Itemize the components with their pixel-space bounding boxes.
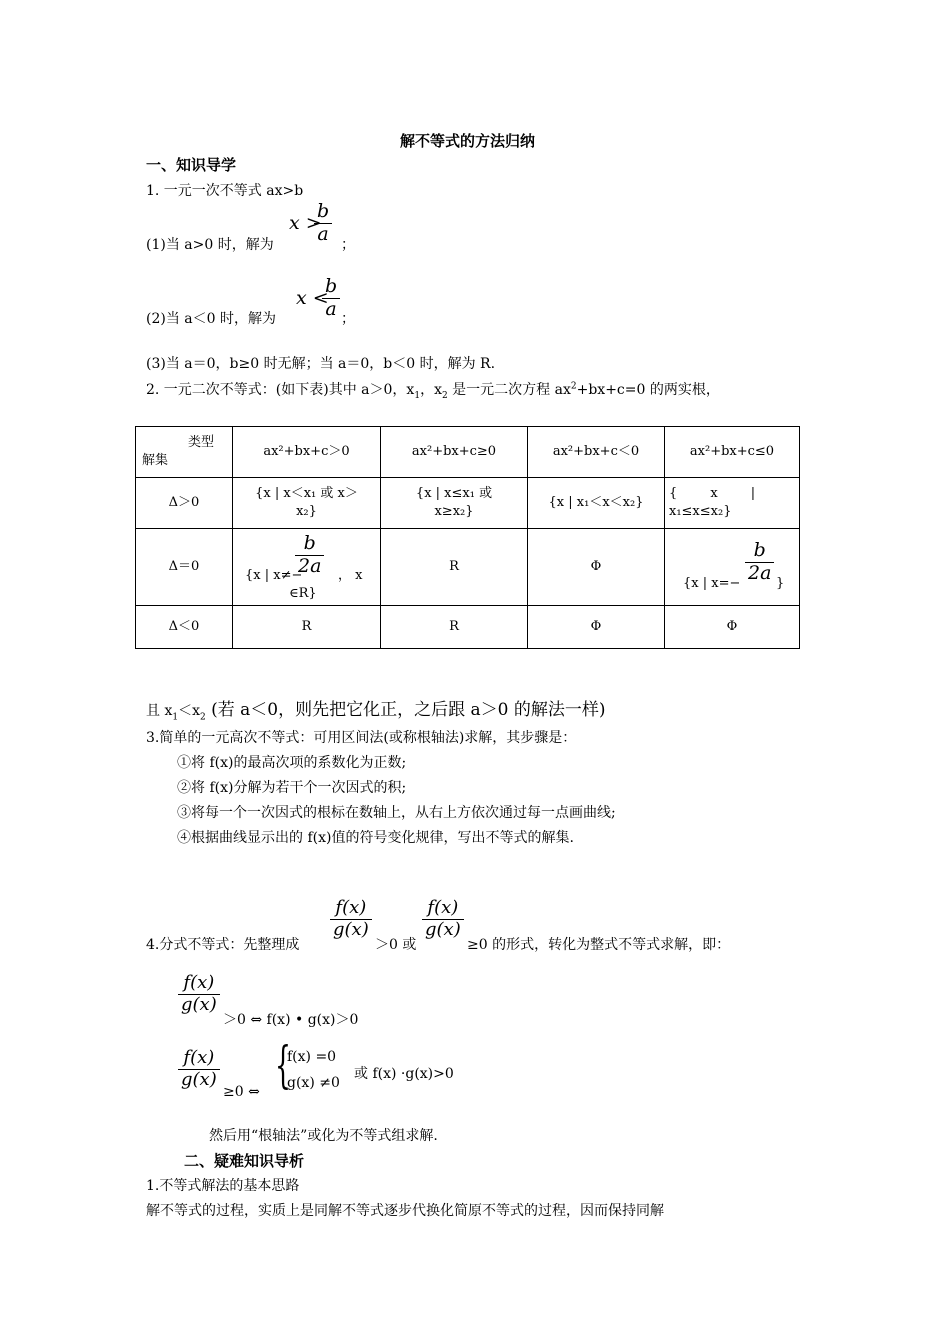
item2-sup: 2 bbox=[570, 381, 577, 392]
corner-top: 类型 bbox=[187, 435, 214, 451]
note-sub1: 1 bbox=[172, 712, 179, 723]
item2-label-pre: 2. 一元二次不等式：(如下表)其中 a＞0，x bbox=[146, 382, 415, 398]
cell-pos-lt: {x | x₁＜x＜x₂} bbox=[528, 478, 665, 529]
section-heading-2: 二、疑难知识导析 bbox=[184, 1152, 305, 1170]
eq2-relation: ≥0 ⇔ bbox=[223, 1084, 260, 1100]
cell-pos-le-line2: x₁≤x≤x₂} bbox=[669, 504, 732, 519]
item3-step-3: ③将每一个一次因式的根标在数轴上，从右上方依次通过每一点画曲线; bbox=[177, 805, 616, 821]
case1-end: ； bbox=[341, 237, 355, 253]
item1-label: 1. 一元一次不等式 ax>b bbox=[146, 183, 304, 199]
item4-frac1-den: g(x) bbox=[330, 919, 372, 941]
section2-text: 解不等式的过程，实质上是同解不等式逐步代换化简原不等式的过程，因而保持同解 bbox=[146, 1203, 664, 1219]
cell-zero-ge: R bbox=[381, 529, 528, 606]
item4-ge0-post: ≥0 的形式，转化为整式不等式求解，即： bbox=[467, 937, 731, 953]
header-ge: ax²+bx+c≥0 bbox=[381, 427, 528, 478]
case2-numerator: b bbox=[325, 275, 338, 297]
cell-pos-gt-line2: x₂} bbox=[296, 504, 317, 519]
item4-frac2-den: g(x) bbox=[422, 919, 464, 941]
page-title: 解不等式的方法归纳 bbox=[400, 132, 536, 150]
row-label-zero: Δ＝0 bbox=[136, 529, 233, 606]
section2-sub1: 1.不等式解法的基本思路 bbox=[146, 1178, 300, 1194]
case2-end: ； bbox=[341, 311, 355, 327]
note-post: (若 a＜0，则先把它化正，之后跟 a＞0 的解法一样) bbox=[205, 700, 606, 720]
item3-step-2: ②将 f(x)分解为若干个一次因式的积; bbox=[177, 780, 407, 796]
item2-mid2: 是一元二次方程 ax bbox=[447, 382, 571, 398]
item4-after: 然后用“根轴法”或化为不等式组求解. bbox=[209, 1128, 438, 1144]
table-note bbox=[146, 695, 606, 722]
cell-zero-le-pre: {x | x=− bbox=[683, 576, 741, 591]
item4-fraction-2 bbox=[422, 898, 464, 940]
cell-zero-le bbox=[665, 529, 800, 606]
cell-pos-gt-line1: {x | x＜x₁ 或 x＞ bbox=[255, 486, 358, 502]
section-heading-1: 一、知识导学 bbox=[146, 156, 237, 174]
item2-label bbox=[146, 379, 720, 401]
case2-fraction bbox=[322, 276, 340, 321]
case3-text: (3)当 a＝0，b≥0 时无解；当 a＝0，b＜0 时，解为 R. bbox=[146, 356, 496, 372]
eq1-fraction bbox=[178, 973, 220, 1015]
eq1-post: ＞0 ⇔ f(x) • g(x)＞0 bbox=[223, 1012, 359, 1028]
solution-table bbox=[135, 426, 800, 649]
cell-zero-le-den: 2a bbox=[745, 562, 774, 585]
cell-zero-le-post: } bbox=[776, 576, 785, 591]
cell-zero-gt-end: ∈R} bbox=[289, 586, 317, 601]
item4-fraction-1 bbox=[330, 898, 372, 940]
case2-denominator: a bbox=[322, 298, 339, 321]
case2-text: (2)当 a＜0 时，解为 bbox=[146, 311, 276, 327]
cell-neg-gt: R bbox=[233, 606, 381, 649]
item2-mid1: ，x bbox=[420, 382, 442, 398]
system-line-1: f(x) =0 bbox=[287, 1049, 337, 1065]
cell-pos-le bbox=[665, 478, 800, 529]
item3-step-4: ④根据曲线显示出的 f(x)值的符号变化规律，写出不等式的解集. bbox=[177, 830, 574, 846]
case1-numerator: b bbox=[317, 200, 330, 222]
eq2-den: g(x) bbox=[178, 1069, 220, 1091]
case1-denominator: a bbox=[314, 223, 331, 246]
item4-frac1-num: f(x) bbox=[335, 897, 367, 918]
header-lt: ax²+bx+c＜0 bbox=[528, 427, 665, 478]
cell-zero-lt: Φ bbox=[528, 529, 665, 606]
row-label-negative: Δ＜0 bbox=[136, 606, 233, 649]
cell-zero-gt-post: ， x bbox=[338, 568, 363, 583]
case1-relation: x > bbox=[289, 212, 322, 234]
note-mid: ＜x bbox=[178, 703, 200, 719]
cell-zero-le-fraction bbox=[745, 540, 774, 585]
header-gt: ax²+bx+c＞0 bbox=[233, 427, 381, 478]
row-label-positive: Δ＞0 bbox=[136, 478, 233, 529]
header-le: ax²+bx+c≤0 bbox=[665, 427, 800, 478]
cell-pos-ge-line2: x≥x₂} bbox=[434, 504, 474, 519]
item3-label: 3.简单的一元高次不等式：可用区间法(或称根轴法)求解，其步骤是： bbox=[146, 730, 577, 746]
cell-zero-gt-den: 2a bbox=[295, 555, 324, 578]
cell-neg-le: Φ bbox=[665, 606, 800, 649]
case1-text: (1)当 a>0 时，解为 bbox=[146, 237, 274, 253]
cell-pos-le-line1: { x | bbox=[669, 486, 756, 502]
item4-gt0: ＞0 或 bbox=[375, 937, 417, 953]
eq2-num: f(x) bbox=[183, 1047, 215, 1068]
system-line-2: g(x) ≠0 bbox=[287, 1075, 340, 1091]
eq2-fraction bbox=[178, 1048, 220, 1090]
eq1-den: g(x) bbox=[178, 994, 220, 1016]
item2-sub2: 2 bbox=[441, 390, 448, 401]
cell-zero-gt-num: b bbox=[303, 532, 316, 554]
item4-frac2-num: f(x) bbox=[427, 897, 459, 918]
cell-zero-gt bbox=[233, 529, 381, 606]
note-pre: 且 x bbox=[146, 703, 173, 719]
cell-pos-ge-line1: {x | x≤x₁ 或 bbox=[415, 486, 493, 502]
item2-sub1: 1 bbox=[414, 390, 421, 401]
cell-zero-gt-pre: {x | x≠− bbox=[245, 568, 303, 583]
item3-step-1: ①将 f(x)的最高次项的系数化为正数; bbox=[177, 755, 407, 771]
cell-neg-ge: R bbox=[381, 606, 528, 649]
system-brace: { bbox=[275, 1036, 291, 1094]
cell-neg-lt: Φ bbox=[528, 606, 665, 649]
item2-label-post: +bx+c=0 的两实根， bbox=[576, 382, 720, 398]
note-sub2: 2 bbox=[200, 712, 206, 723]
item4-label: 4.分式不等式：先整理成 bbox=[146, 937, 300, 953]
table-corner bbox=[136, 427, 233, 478]
case2-relation: x < bbox=[296, 287, 329, 309]
eq1-num: f(x) bbox=[183, 972, 215, 993]
system-or: 或 f(x) ·g(x)>0 bbox=[354, 1066, 454, 1082]
cell-zero-le-num: b bbox=[753, 539, 766, 561]
cell-pos-ge bbox=[381, 478, 528, 529]
corner-bottom: 解集 bbox=[142, 453, 169, 468]
cell-pos-gt bbox=[233, 478, 381, 529]
case1-fraction bbox=[314, 201, 332, 246]
